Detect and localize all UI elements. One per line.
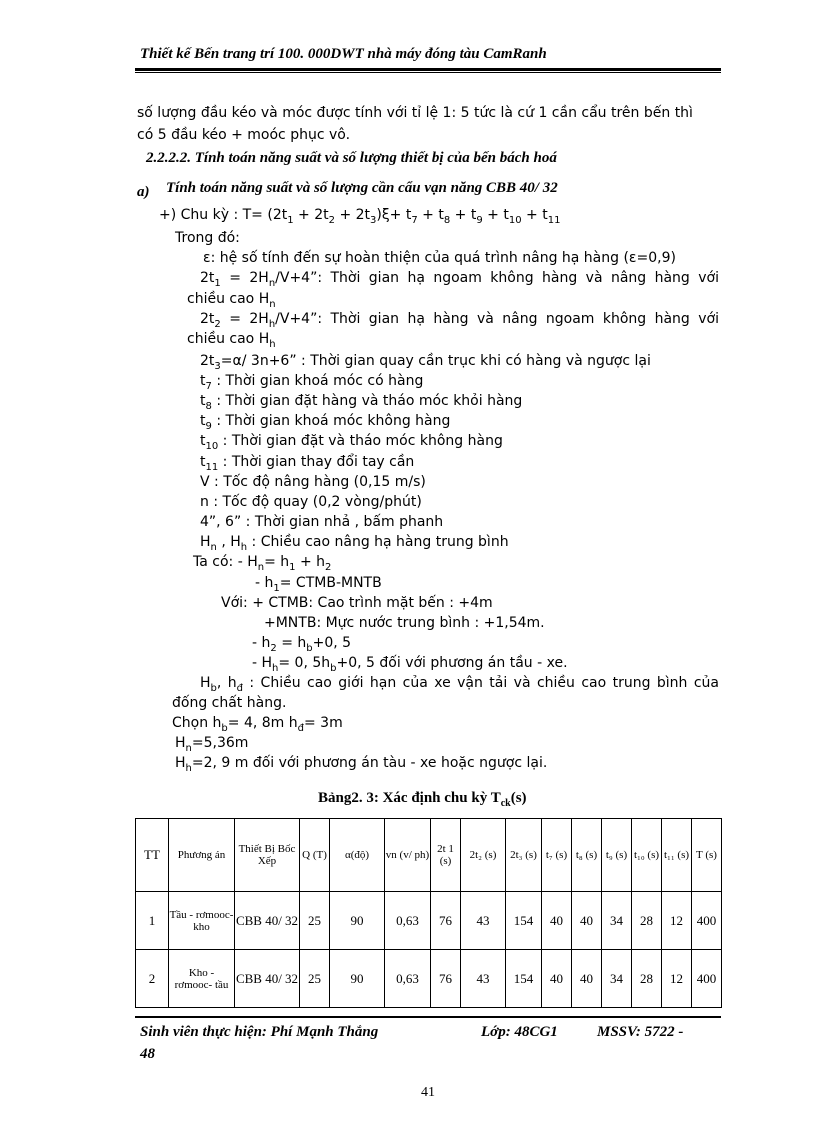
brake-definition: 4”, 6” : Thời gian nhả , bấm phanh xyxy=(200,514,444,530)
hb-hd-definition-cont: đống chất hàng. xyxy=(172,695,287,711)
intro-line-2: có 5 đầu kéo + moóc phục vô. xyxy=(137,127,351,143)
th-2t3: 2t₃ (s) xyxy=(506,819,542,892)
cell-alpha: 90 xyxy=(330,892,385,950)
th-t9: t₉ (s) xyxy=(602,819,632,892)
hh-line: - $H_h= 0$, $5h_b+0$, 5 đối với phương án tầu - xe. xyxy=(252,655,568,674)
cell-t9: 34 xyxy=(602,950,632,1008)
page-header-title: Thiết kế Bến trang trí 100. 000DWT nhà máy đóng tàu CamRanh xyxy=(140,46,547,62)
voi-ctmb-line: Với: + CTMB: Cao trình mặt bến : +4m xyxy=(221,595,493,611)
subsection-marker: a) xyxy=(137,184,150,200)
page-number: 41 xyxy=(421,1085,435,1100)
h1-line: - $h_1=$ CTMB-MNTB xyxy=(255,575,382,594)
v-definition: V : Tốc độ nâng hàng (0,15 m/s) xyxy=(200,474,426,490)
n-definition: n : Tốc độ quay (0,2 vòng/phút) xyxy=(200,494,422,510)
th-t7: t₇ (s) xyxy=(542,819,572,892)
trong-do-label: Trong đó: xyxy=(175,230,240,246)
section-heading: 2.2.2.2. Tính toán năng suất và số lượng thiết bị của bến bách hoá xyxy=(146,150,557,166)
t2-definition-cont: chiều cao $H_h$ xyxy=(187,331,276,350)
mntb-line: +MNTB: Mực nước trung bình : +1,54m. xyxy=(264,615,545,631)
t9-definition: $t_9$ : Thời gian khoá móc không hàng xyxy=(200,413,451,432)
cell-q: 25 xyxy=(300,892,330,950)
t3-definition: $2t_3=\alpha/$ 3n+6” : Thời gian quay cần trục khi có hàng và ngược lại xyxy=(200,353,651,372)
t11-definition: $t_{11}$ : Thời gian thay đổi tay cần xyxy=(200,454,415,473)
cell-t7: 40 xyxy=(542,950,572,1008)
cell-t11: 12 xyxy=(662,892,692,950)
cell-vn: 0,63 xyxy=(385,892,431,950)
cell-t8: 40 xyxy=(572,950,602,1008)
t1-definition-cont: chiều cao $H_n$ xyxy=(187,291,276,310)
header-rule-thin xyxy=(135,72,721,73)
cell-vn: 0,63 xyxy=(385,950,431,1008)
cell-2t1: 76 xyxy=(431,950,461,1008)
cell-t9: 34 xyxy=(602,892,632,950)
table-caption: Bảng2. 3: Xác định chu kỳ $T_{ck}(s)$ xyxy=(318,790,527,809)
cell-T: 400 xyxy=(692,892,722,950)
t1-definition: $2t_1 = 2H_n/V+4$”: Thời gian hạ ngoam không hàng và nâng hàng với xyxy=(200,270,719,289)
th-t8: t₈ (s) xyxy=(572,819,602,892)
t2-definition: $2t_2 = 2H_h/V+4$”: Thời gian hạ hàng và nâng ngoam không hàng với xyxy=(200,311,719,330)
t7-definition: $t_7$ : Thời gian khoá móc có hàng xyxy=(200,373,424,392)
cell-2t2: 43 xyxy=(461,892,506,950)
cell-tt: 2 xyxy=(136,950,169,1008)
intro-line-1: số lượng đầu kéo và móc được tính với tỉ lệ 1: 5 tức là cứ 1 cần cẩu trên bến thì xyxy=(137,105,693,121)
t10-definition: $t_{10}$ : Thời gian đặt và tháo móc không hàng xyxy=(200,433,503,452)
cell-t11: 12 xyxy=(662,950,692,1008)
footer-mssv-cont: 48 xyxy=(140,1046,155,1062)
cell-alpha: 90 xyxy=(330,950,385,1008)
cell-T: 400 xyxy=(692,950,722,1008)
hn-hh-definition: $H_n$ , $H_h$ : Chiều cao nâng hạ hàng trung bình xyxy=(200,534,509,553)
cycle-formula: +) Chu kỳ : $T= (2t_1 + 2t_2 + 2t_3)\xi+ t_7 + t_8 + t_9 + t_{10} + t_{11}$ xyxy=(159,207,561,226)
subsection-heading: Tính toán năng suất và số lượng cần cẩu vạn năng CBB 40/ 32 xyxy=(166,180,558,196)
footer-mssv: MSSV: 5722 - xyxy=(597,1024,684,1040)
ta-co-line: Ta có: - $H_n= h_1 + h_2$ xyxy=(193,554,332,573)
header-rule-thick xyxy=(135,68,721,71)
th-2t1: 2t 1 (s) xyxy=(431,819,461,892)
cell-t7: 40 xyxy=(542,892,572,950)
footer-student: Sinh viên thực hiện: Phí Mạnh Thắng xyxy=(140,1024,379,1040)
cell-phuong-an: Kho - rơmooc- tầu xyxy=(169,950,235,1008)
cell-t10: 28 xyxy=(632,950,662,1008)
t8-definition: $t_8$ : Thời gian đặt hàng và tháo móc khỏi hàng xyxy=(200,393,523,412)
cell-t8: 40 xyxy=(572,892,602,950)
th-t11: t₁₁ (s) xyxy=(662,819,692,892)
th-thiet-bi: Thiết Bị Bốc Xếp xyxy=(235,819,300,892)
hh-value-line: $H_h=2$, 9 m đối với phương án tàu - xe hoặc ngược lại. xyxy=(175,755,548,774)
table-header-row xyxy=(136,819,722,892)
cycle-time-table xyxy=(135,818,722,1008)
cell-phuong-an: Tầu - rơmooc- kho xyxy=(169,892,235,950)
th-2t2: 2t₂ (s) xyxy=(461,819,506,892)
th-q: Q (T) xyxy=(300,819,330,892)
cell-2t3: 154 xyxy=(506,892,542,950)
hb-hd-definition: $H_b$, $h_đ$ : Chiều cao giới hạn của xe vận tải và chiều cao trung bình của xyxy=(200,675,719,694)
hn-value-line: $H_n=5,36m$ xyxy=(175,735,249,754)
footer-rule xyxy=(135,1016,721,1018)
cell-2t3: 154 xyxy=(506,950,542,1008)
cell-q: 25 xyxy=(300,950,330,1008)
th-T: T (s) xyxy=(692,819,722,892)
th-tt: TT xyxy=(136,819,169,892)
table-row xyxy=(136,892,722,950)
cell-thiet-bi: CBB 40/ 32 xyxy=(235,950,300,1008)
h2-line: - $h_2 = h_b+0$, 5 xyxy=(252,635,352,654)
table-row xyxy=(136,950,722,1008)
cell-t10: 28 xyxy=(632,892,662,950)
cell-thiet-bi: CBB 40/ 32 xyxy=(235,892,300,950)
epsilon-definition: ε: hệ số tính đến sự hoàn thiện của quá trình nâng hạ hàng (ε=0,9) xyxy=(203,250,676,266)
cell-2t2: 43 xyxy=(461,950,506,1008)
th-vn: vn (v/ ph) xyxy=(385,819,431,892)
chon-line: Chọn $h_b= 4$, 8m $h_đ= 3m$ xyxy=(172,715,343,734)
th-phuong-an: Phương án xyxy=(169,819,235,892)
th-alpha: α(độ) xyxy=(330,819,385,892)
th-t10: t₁₀ (s) xyxy=(632,819,662,892)
cell-tt: 1 xyxy=(136,892,169,950)
footer-class: Lớp: 48CG1 xyxy=(481,1024,558,1040)
cell-2t1: 76 xyxy=(431,892,461,950)
